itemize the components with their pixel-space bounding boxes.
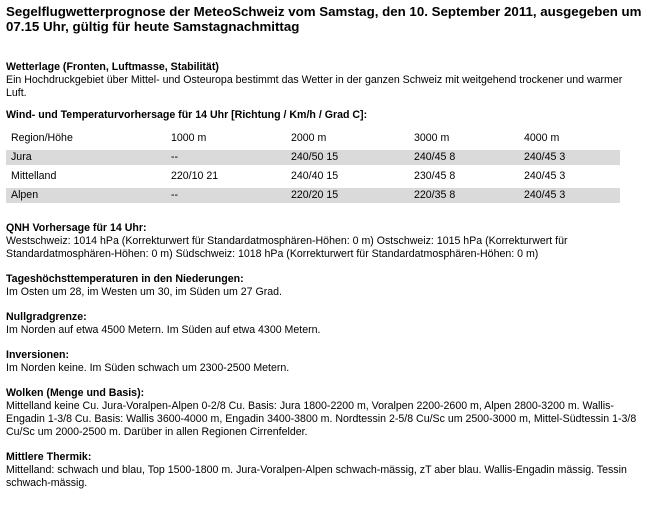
section-nullgradgrenze: [6, 311, 644, 337]
section-inversionen: [6, 349, 644, 375]
table-cell: --: [166, 150, 286, 165]
table-cell: 240/45 3: [524, 170, 566, 182]
section-wetterlage: [6, 61, 644, 100]
page-title: Segelflugwetterprognose der MeteoSchweiz vom Samstag, den 10. September 2011, ausgegeben um 07.15 Uhr, gültig für heute Samstagnachmittag: [6, 4, 642, 34]
section-title-tageshoechsttemperaturen: Tageshöchsttemperaturen in den Niederungen:: [6, 273, 244, 285]
table-cell: Jura: [6, 150, 166, 165]
section-title-qnh: QNH Vorhersage für 14 Uhr:: [6, 222, 147, 234]
table-row: [6, 188, 620, 203]
section-thermik: [6, 451, 644, 490]
section-title-wind: Wind- und Temperaturvorhersage für 14 Uhr [Richtung / Km/h / Grad C]:: [6, 109, 368, 121]
section-tageshoechsttemperaturen: [6, 273, 644, 299]
section-text-qnh: Westschweiz: 1014 hPa (Korrekturwert für Standardatmosphären-Höhen: 0 m) Ostschweiz: 1015 hPa (Korrekturwert für Standardatmosphären-Höhen: 0 m) Südschweiz: 1018 hPa (Korrekturwert für Standardatmosphären-Höhen: 0 m): [6, 235, 568, 260]
table-cell: Alpen: [6, 188, 166, 203]
table-cell: 220/10 21: [171, 170, 219, 182]
table-header-cell: 4000 m: [524, 132, 560, 144]
table-cell: 240/45 3: [519, 150, 620, 165]
table-row: [6, 150, 620, 165]
section-title-nullgradgrenze: Nullgradgrenze:: [6, 311, 87, 323]
table-cell: 230/45 8: [414, 170, 456, 182]
section-text-thermik: Mittelland: schwach und blau, Top 1500-1800 m. Jura-Voralpen-Alpen schwach-mässig, zT aber blau. Wallis-Engadin mässig. Tessin schwach-mässig.: [6, 464, 627, 489]
section-title-wetterlage: Wetterlage (Fronten, Luftmasse, Stabilität): [6, 61, 219, 73]
section-text-tageshoechsttemperaturen: Im Osten um 28, im Westen um 30, im Süden um 27 Grad.: [6, 286, 282, 298]
table-header-cell: 1000 m: [171, 132, 207, 144]
table-cell: 240/50 15: [286, 150, 409, 165]
section-title-wolken: Wolken (Menge und Basis):: [6, 387, 145, 399]
section-text-wolken: Mittelland keine Cu. Jura-Voralpen-Alpen 0-2/8 Cu. Basis: Jura 1800-2200 m, Voralpen 2200-2600 m, Alpen 2800-3200 m. Wallis-Engadin 1-3/8 Cu. Basis: Wallis 3600-4000 m, Engadin 3400-3800 m. Nordtessin 2-5/8 Cu/Sc um 2500-3000 m, Mittel-Südtessin 1-3/8 Cu/Sc um 2000-2500 m. Darüber in allen Regionen Cirrenfelder.: [6, 400, 637, 438]
table-header-row: [6, 131, 620, 146]
section-title-thermik: Mittlere Thermik:: [6, 451, 92, 463]
table-header-cell: 2000 m: [291, 132, 327, 144]
table-cell: 220/20 15: [286, 188, 409, 203]
table-cell: --: [166, 188, 286, 203]
section-text-wetterlage: Ein Hochdruckgebiet über Mittel- und Osteuropa bestimmt das Wetter in der ganzen Schweiz mit weitgehend trockener und warmer Luft.: [6, 74, 623, 99]
table-row: [6, 169, 620, 184]
section-wind: [6, 109, 644, 207]
section-wolken: [6, 387, 644, 439]
table-header-cell: 3000 m: [414, 132, 450, 144]
table-cell: 220/35 8: [409, 188, 519, 203]
section-qnh: [6, 222, 644, 261]
table-cell: 240/40 15: [291, 170, 339, 182]
table-cell: 240/45 8: [409, 150, 519, 165]
section-text-inversionen: Im Norden keine. Im Süden schwach um 2300-2500 Metern.: [6, 362, 290, 374]
table-cell: Mittelland: [11, 170, 57, 182]
table-header-cell: Region/Höhe: [11, 132, 73, 144]
section-title-inversionen: Inversionen:: [6, 349, 69, 361]
wind-temperature-table: [6, 127, 620, 207]
section-text-nullgradgrenze: Im Norden auf etwa 4500 Metern. Im Süden auf etwa 4300 Metern.: [6, 324, 321, 336]
table-cell: 240/45 3: [519, 188, 620, 203]
